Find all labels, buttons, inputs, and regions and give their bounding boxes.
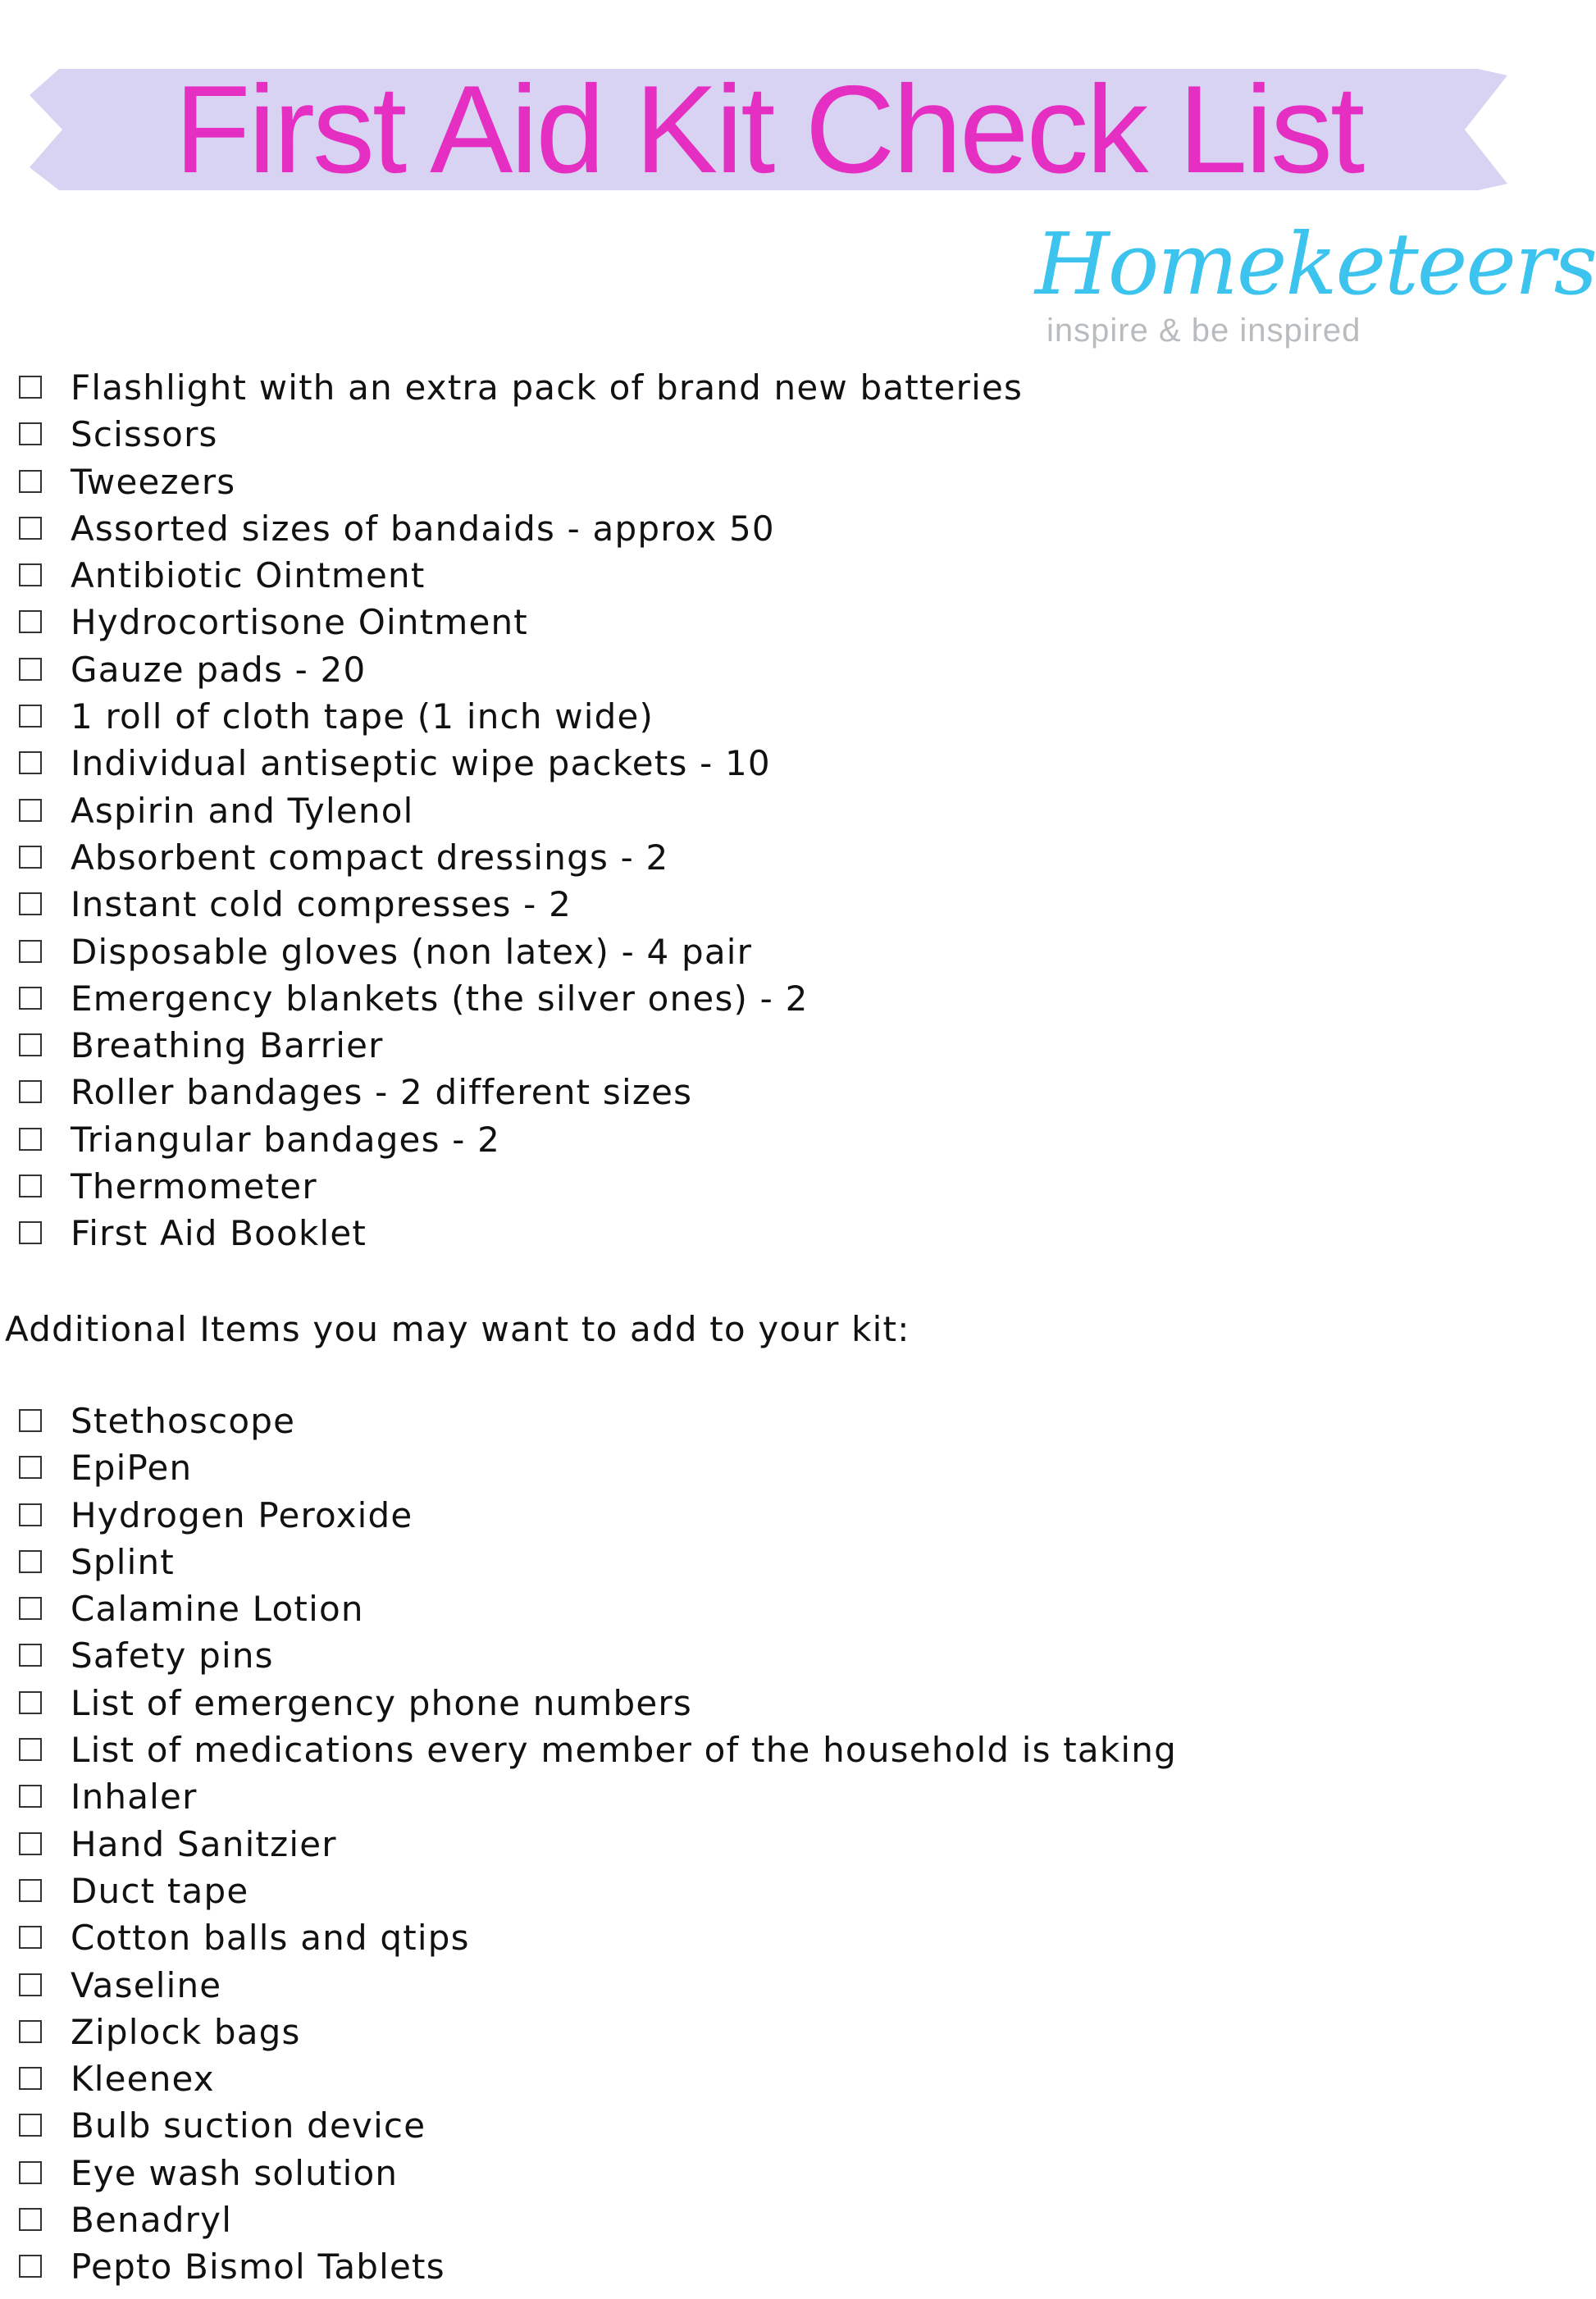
checkbox[interactable] xyxy=(19,940,42,963)
checkbox[interactable] xyxy=(19,517,42,540)
page-title: First Aid Kit Check List xyxy=(174,60,1363,199)
checkbox[interactable] xyxy=(19,610,42,633)
checklist-item-label: Breathing Barrier xyxy=(71,1025,384,1066)
checkbox[interactable] xyxy=(19,846,42,869)
checklist-item-label: EpiPen xyxy=(71,1448,193,1489)
checkbox[interactable] xyxy=(19,1080,42,1103)
checklist-item-label: Eye wash solution xyxy=(71,2152,399,2193)
checkbox[interactable] xyxy=(19,1456,42,1479)
checklist-item-label: Hydrocortisone Ointment xyxy=(71,602,528,643)
checklist-item-label: Aspirin and Tylenol xyxy=(71,790,414,831)
checklist-item-label: Duct tape xyxy=(71,1870,249,1911)
checkbox[interactable] xyxy=(19,1879,42,1902)
checkbox[interactable] xyxy=(19,2255,42,2278)
checkbox[interactable] xyxy=(19,1785,42,1808)
checkbox[interactable] xyxy=(19,2067,42,2090)
checkbox[interactable] xyxy=(19,1832,42,1855)
checklist-item-label: Tweezers xyxy=(71,461,236,502)
checklist-item-label: Instant cold compresses - 2 xyxy=(71,884,572,925)
checklist-item-label: Inhaler xyxy=(71,1777,198,1818)
checkbox[interactable] xyxy=(19,1926,42,1949)
checklist-item-label: Ziplock bags xyxy=(71,2011,301,2052)
checkbox[interactable] xyxy=(19,470,42,493)
additional-items-heading: Additional Items you may want to add to your kit: xyxy=(5,1309,910,1349)
checkbox[interactable] xyxy=(19,1503,42,1526)
checkbox[interactable] xyxy=(19,2020,42,2043)
checklist-item-label: 1 roll of cloth tape (1 inch wide) xyxy=(71,696,654,737)
checkbox[interactable] xyxy=(19,1033,42,1056)
checklist-item-label: Vaseline xyxy=(71,1964,222,2005)
checklist-item-label: Thermometer xyxy=(71,1166,317,1207)
checklist-item-label: Individual antiseptic wipe packets - 10 xyxy=(71,743,771,784)
checkbox[interactable] xyxy=(19,892,42,915)
checkbox[interactable] xyxy=(19,1597,42,1620)
checkbox[interactable] xyxy=(19,1128,42,1151)
checkbox[interactable] xyxy=(19,799,42,822)
checklist-item-label: Stethoscope xyxy=(71,1401,296,1441)
checklist-item-label: List of medications every member of the household is taking xyxy=(71,1730,1177,1771)
checklist-item-label: Absorbent compact dressings - 2 xyxy=(71,837,669,878)
checklist-item-label: Scissors xyxy=(71,414,218,455)
checklist-item-label: Splint xyxy=(71,1541,175,1582)
checkbox[interactable] xyxy=(19,1973,42,1996)
checklist-item-label: Safety pins xyxy=(71,1635,274,1676)
checklist-item-label: Disposable gloves (non latex) - 4 pair xyxy=(71,931,753,972)
checklist-item-label: Benadryl xyxy=(71,2200,233,2241)
checklist-item-label: List of emergency phone numbers xyxy=(71,1682,692,1723)
checkbox[interactable] xyxy=(19,705,42,728)
checklist-item-label: First Aid Booklet xyxy=(71,1213,367,1254)
checkbox[interactable] xyxy=(19,1691,42,1714)
checklist-item-label: Gauze pads - 20 xyxy=(71,649,367,690)
checkbox[interactable] xyxy=(19,1221,42,1244)
checklist-item-label: Flashlight with an extra pack of brand new batteries xyxy=(71,367,1024,408)
checklist-item-label: Triangular bandages - 2 xyxy=(71,1119,501,1160)
logo-wordmark: Homeketeers xyxy=(1035,214,1596,314)
checklist-item-label: Pepto Bismol Tablets xyxy=(71,2247,445,2288)
checkbox[interactable] xyxy=(19,422,42,445)
checklist-item-label: Kleenex xyxy=(71,2059,215,2100)
checkbox[interactable] xyxy=(19,751,42,774)
checklist-item-label: Assorted sizes of bandaids - approx 50 xyxy=(71,508,775,549)
checklist-item-label: Cotton balls and qtips xyxy=(71,1918,470,1959)
homeketeers-logo xyxy=(1035,214,1596,354)
checkbox[interactable] xyxy=(19,1550,42,1573)
checklist-item-label: Hydrogen Peroxide xyxy=(71,1494,413,1535)
checklist-item-label: Hand Sanitzier xyxy=(71,1823,337,1864)
checklist-item-label: Emergency blankets (the silver ones) - 2 xyxy=(71,978,809,1019)
checkbox[interactable] xyxy=(19,563,42,586)
checkbox[interactable] xyxy=(19,2114,42,2137)
checkbox[interactable] xyxy=(19,987,42,1010)
checklist-item-label: Bulb suction device xyxy=(71,2105,426,2146)
checkbox[interactable] xyxy=(19,2208,42,2231)
checkbox[interactable] xyxy=(19,1409,42,1432)
checklist-item-label: Antibiotic Ointment xyxy=(71,555,426,596)
checklist-item-label: Roller bandages - 2 different sizes xyxy=(71,1072,693,1113)
checkbox[interactable] xyxy=(19,1738,42,1761)
checkbox[interactable] xyxy=(19,1175,42,1197)
logo-tagline: inspire & be inspired xyxy=(1047,312,1361,349)
checkbox[interactable] xyxy=(19,1644,42,1667)
checklist-item-label: Calamine Lotion xyxy=(71,1589,364,1630)
checkbox[interactable] xyxy=(19,376,42,399)
checkbox[interactable] xyxy=(19,658,42,681)
checkbox[interactable] xyxy=(19,2161,42,2184)
